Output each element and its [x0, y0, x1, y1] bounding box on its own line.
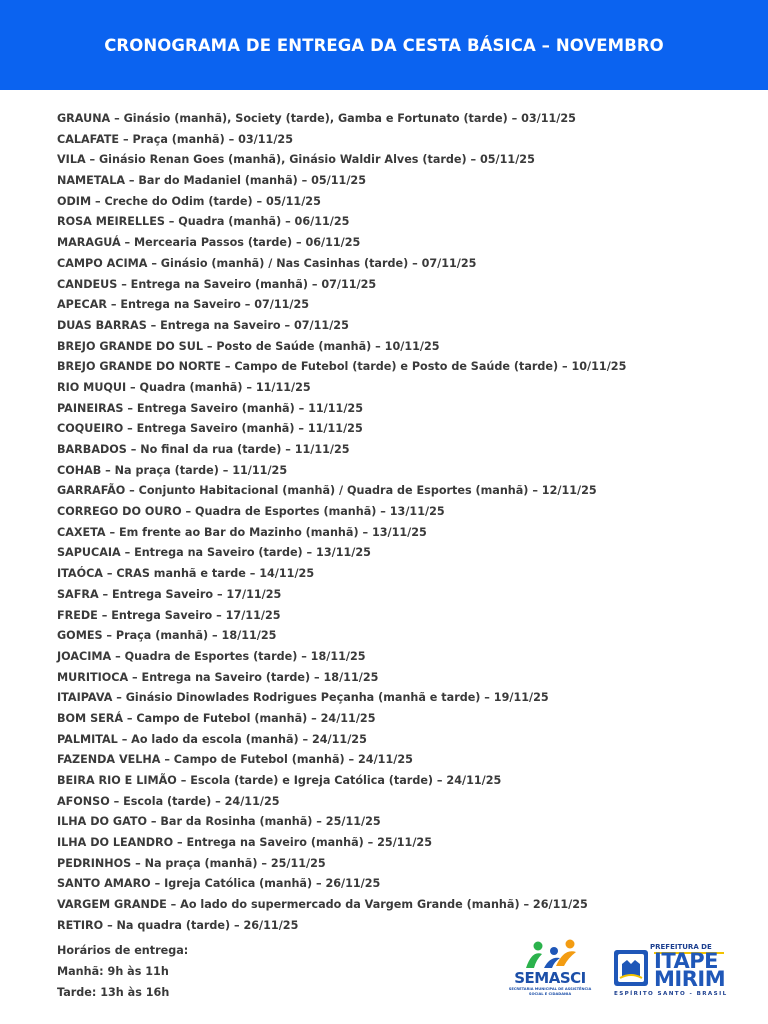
- prefeitura-name-ita: ITA: [654, 949, 690, 973]
- semasci-logo-subtitle: SECRETARIA MUNICIPAL DE ASSISTÊNCIA SOCIAL E CIDADANIA: [508, 987, 592, 996]
- schedule-item: GRAUNA – Ginásio (manhã), Society (tarde), Gamba e Fortunato (tarde) – 03/11/25: [57, 112, 576, 125]
- schedule-item: CORREGO DO OURO – Quadra de Esportes (manhã) – 13/11/25: [57, 505, 445, 519]
- schedule-item: VARGEM GRANDE – Ao lado do supermercado da Vargem Grande (manhã) – 26/11/25: [57, 898, 588, 912]
- schedule-item: COHAB – Na praça (tarde) – 11/11/25: [57, 463, 288, 477]
- schedule-item: BEIRA RIO E LIMÃO – Escola (tarde) e Igreja Católica (tarde) – 24/11/25: [57, 774, 502, 787]
- schedule-item: BREJO GRANDE DO SUL – Posto de Saúde (manhã) – 10/11/25: [57, 339, 440, 353]
- schedule-item: SANTO AMARO – Igreja Católica (manhã) – 26/11/25: [57, 877, 381, 891]
- prefeitura-state: ESPÍRITO SANTO - BRASIL: [614, 991, 728, 997]
- schedule-item: VILA – Ginásio Renan Goes (manhã), Ginásio Waldir Alves (tarde) – 05/11/25: [57, 153, 535, 167]
- schedule-item: BARBADOS – No final da rua (tarde) – 11/11/25: [57, 443, 350, 456]
- schedule-item: ODIM – Creche do Odim (tarde) – 05/11/25: [57, 194, 321, 208]
- schedule-item: GARRAFÃO – Conjunto Habitacional (manhã) / Quadra de Esportes (manhã) – 12/11/25: [57, 484, 597, 498]
- schedule-item: COQUEIRO – Entrega Saveiro (manhã) – 11/11/25: [57, 422, 363, 436]
- header-banner: [0, 0, 768, 90]
- schedule-item: MARAGUÁ – Mercearia Passos (tarde) – 06/11/25: [57, 236, 361, 250]
- schedule-item: PAINEIRAS – Entrega Saveiro (manhã) – 11/11/25: [57, 401, 363, 415]
- schedule-item: APECAR – Entrega na Saveiro – 07/11/25: [57, 298, 310, 312]
- schedule-item: DUAS BARRAS – Entrega na Saveiro – 07/11/25: [57, 318, 349, 332]
- page-title: CRONOGRAMA DE ENTREGA DA CESTA BÁSICA – NOVEMBRO: [104, 35, 664, 55]
- schedule-item: ITAÓCA – CRAS manhã e tarde – 14/11/25: [57, 567, 315, 581]
- schedule-item: BREJO GRANDE DO NORTE – Campo de Futebol (tarde) e Posto de Saúde (tarde) – 10/11/25: [57, 360, 627, 374]
- schedule-item: ILHA DO LEANDRO – Entrega na Saveiro (manhã) – 25/11/25: [57, 836, 432, 850]
- schedule-item: ROSA MEIRELLES – Quadra (manhã) – 06/11/25: [57, 215, 350, 229]
- schedule-item: ILHA DO GATO – Bar da Rosinha (manhã) – 25/11/25: [57, 815, 381, 829]
- schedule-item: AFONSO – Escola (tarde) – 24/11/25: [57, 794, 280, 808]
- schedule-item: GOMES – Praça (manhã) – 18/11/25: [57, 629, 277, 643]
- schedule-item: CAXETA – Em frente ao Bar do Mazinho (manhã) – 13/11/25: [57, 525, 427, 539]
- prefeitura-name-pe: PE: [689, 949, 719, 973]
- schedule-item: CALAFATE – Praça (manhã) – 03/11/25: [57, 132, 293, 146]
- hours-morning: Manhã: 9h às 11h: [57, 965, 169, 978]
- schedule-item: SAPUCAIA – Entrega na Saveiro (tarde) – 13/11/25: [57, 546, 371, 560]
- prefeitura-label: PREFEITURA DE: [650, 943, 712, 951]
- schedule-item: BOM SERÁ – Campo de Futebol (manhã) – 24/11/25: [57, 711, 376, 725]
- schedule-item: FREDE – Entrega Saveiro – 17/11/25: [57, 608, 281, 622]
- schedule-item: RIO MUQUI – Quadra (manhã) – 11/11/25: [57, 380, 311, 394]
- schedule-item: NAMETALA – Bar do Madaniel (manhã) – 05/11/25: [57, 174, 366, 188]
- prefeitura-name-line2: MIRIM: [654, 967, 726, 991]
- schedule-item: CAMPO ACIMA – Ginásio (manhã) / Nas Casinhas (tarde) – 07/11/25: [57, 256, 477, 270]
- schedule-item: PEDRINHOS – Na praça (manhã) – 25/11/25: [57, 856, 326, 870]
- schedule-item: PALMITAL – Ao lado da escola (manhã) – 24/11/25: [57, 732, 367, 746]
- schedule-item: FAZENDA VELHA – Campo de Futebol (manhã) – 24/11/25: [57, 753, 413, 767]
- hours-title: Horários de entrega:: [57, 944, 189, 957]
- hours-afternoon: Tarde: 13h às 16h: [57, 986, 170, 999]
- schedule-item: MURITIOCA – Entrega na Saveiro (tarde) – 18/11/25: [57, 670, 379, 684]
- schedule-item: JOACIMA – Quadra de Esportes (tarde) – 18/11/25: [57, 649, 366, 663]
- schedule-item: ITAIPAVA – Ginásio Dinowlades Rodrigues Peçanha (manhã e tarde) – 19/11/25: [57, 691, 549, 705]
- schedule-item: SAFRA – Entrega Saveiro – 17/11/25: [57, 587, 282, 601]
- semasci-logo-text: SEMASCI: [514, 969, 586, 987]
- delivery-hours: [57, 940, 188, 1003]
- schedule-item: CANDEUS – Entrega na Saveiro (manhã) – 07/11/25: [57, 277, 377, 291]
- schedule-item: RETIRO – Na quadra (tarde) – 26/11/25: [57, 918, 299, 932]
- delivery-schedule-list: [57, 109, 626, 937]
